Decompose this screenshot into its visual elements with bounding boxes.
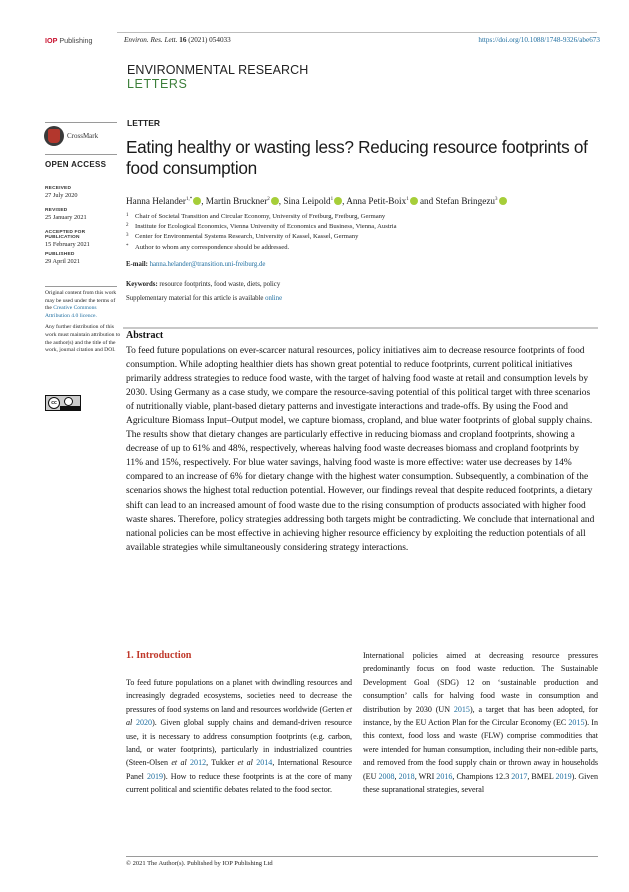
sidebar-rule xyxy=(45,122,117,123)
running-header xyxy=(45,36,600,48)
author-list: Hanna Helander$^{1,*}$ , Martin Bruckner$^2$ , Sina Leipold$^1$ , Anna Petit-Boix$^1$ and Stefan Bringezu$^3$ xyxy=(126,196,596,206)
italic-text: et al xyxy=(126,704,352,728)
abstract-rule xyxy=(123,327,598,329)
crossmark-button[interactable]: CrossMark xyxy=(44,126,124,148)
reference-link[interactable]: 2008 xyxy=(378,771,395,781)
italic-text: et al xyxy=(171,758,187,768)
affiliation-marker: 2 xyxy=(267,196,270,202)
author-name: Stefan Bringezu xyxy=(435,196,495,206)
body-column-right: International policies aimed at decreasing resource pressures predominantly focus on food waste reduction. The Sustainable Development Goal (SDG) 12 on ‘sustainable production and consumption’ calls for halving food waste in consumption and distribution by 2030 (UN 2015), a target that has been adopted, for instance, by the EU Action Plan for the Circular Economy (EC 2015). In this context, food loss and waste (FLW) comprise commodities that were intended for human consumption, including their non-edible parts, and removed from the food supply chain or thrown away in households (EU 2008, 2018, WRI 2016, Champions 12.3 2017, BMEL 2019). Given these supranational strategies, several xyxy=(363,651,599,795)
affiliation-marker: 1 xyxy=(406,196,409,202)
date-received: RECEIVED 27 July 2020 xyxy=(45,186,78,199)
publisher-logo: IOP Publishing xyxy=(45,36,93,45)
author-name: Anna Petit-Boix xyxy=(346,196,407,206)
date-published: PUBLISHED 29 April 2021 xyxy=(45,252,80,265)
reference-link[interactable]: 2015 xyxy=(453,704,470,714)
cc-icon: cc xyxy=(48,397,60,409)
orcid-icon[interactable] xyxy=(271,197,279,205)
affiliation: 1 Chair of Societal Transition and Circular Economy, University of Freiburg, Freiburg, Germany xyxy=(126,213,386,220)
attribution-icon xyxy=(64,397,73,406)
author-name: Hanna Helander xyxy=(126,196,186,206)
reference-link[interactable]: 2014 xyxy=(256,758,273,768)
affiliation: 2 Institute for Ecological Economics, Vienna University of Economics and Business, Vienna, Austria xyxy=(126,223,397,231)
cc-license-link[interactable]: Creative Commons Attribution 4.0 licence. xyxy=(45,305,97,319)
email-line: E-mail: hanna.helander@transition.uni-freiburg.de xyxy=(126,261,266,268)
body-column-left: To feed future populations on a planet with dwindling resources and increasingly degraded ecosystems, societies need to decrease the pressures of food systems on land and resources worldwide (Gerten et al 2020). Given global supply chains and demand-driven resource use, it is necessary to address consumption footprints (e.g. carbon, land, or water footprints), particularly in industrialized countries (Steen-Olsen et al 2012, Tukker et al 2014, International Resource Panel 2019). How to reduce these footprints is at the core of many current political and scientific debates related to the food sector. xyxy=(126,678,353,795)
header-rule xyxy=(117,32,597,33)
open-access-label: OPEN ACCESS xyxy=(45,160,107,169)
sidebar-rule xyxy=(45,154,117,155)
section-heading-introduction: 1. Introduction xyxy=(126,650,192,661)
crossmark-icon xyxy=(44,126,64,146)
copyright-footer: © 2021 The Author(s). Published by IOP Publishing Ltd xyxy=(126,860,273,867)
date-accepted: ACCEPTED FOR PUBLICATION 15 February 2021 xyxy=(45,230,90,248)
reference-link[interactable]: 2016 xyxy=(436,771,453,781)
reference-link[interactable]: 2017 xyxy=(511,771,528,781)
italic-text: et al xyxy=(237,758,253,768)
reference-link[interactable]: 2019 xyxy=(555,771,572,781)
reference-link[interactable]: 2015 xyxy=(568,718,585,728)
author-name: Sina Leipold xyxy=(283,196,331,206)
abstract-heading: Abstract xyxy=(126,330,164,341)
footer-rule xyxy=(126,856,598,857)
email-link[interactable]: hanna.helander@transition.uni-freiburg.de xyxy=(149,261,266,268)
abstract-text: To feed future populations on ever-scarcer natural resources, policy initiatives aim to decrease resource footprints of food consumption. While adopting healthier diets has shown great potential to reduce footprints, current political initiatives primarily address strategies to reduce food waste, with the target of halving food waste at retail and consumption levels by 2030. Using Germany as a case study, we compare the resource-saving potential of this political target with three scenarios of nutritionally viable, plant-based dietary patterns and investigate interactions and trade-offs. By using the Food and Agriculture Biomass Input–Output model, we capture biomass, cropland, and blue water footprints of global supply chains. The results show that dietary changes are particularly effective in reducing biomass and cropland footprints, showing a decrease of up to 61% and 48%, respectively, whereas halving food waste decreases biomass and cropland footprints by 11% and 15%, respectively. For blue water savings, halving food waste is more effective: water use decreases by 14% compared to an increase of 6% for dietary change with the highest water consumption. Subsequently, a combination of the scenarios shows the highest total reduction potential. However, our findings reveal that despite reduced footprints, a dietary shift can lead to an increased amount of food waste due to the rising consumption of products associated with higher food waste shares. Therefore, policy strategies addressing both targets might be contradicting. We conclude that international and national policies can be most effective in achieving higher resource efficiency by exploiting the reduction potentials of all available strategies while simultaneously considering strategy interactions. xyxy=(126,346,595,553)
by-bar xyxy=(60,406,80,410)
correspondence-note: * Author to whom any correspondence should be addressed. xyxy=(126,243,290,251)
reference-link[interactable]: 2019 xyxy=(146,771,164,781)
reference-link[interactable]: 2012 xyxy=(190,758,207,768)
article-title: Eating healthy or wasting less? Reducing resource footprints of food consumption xyxy=(126,137,588,178)
author-name: Martin Bruckner xyxy=(205,196,268,206)
affiliation-marker: 3 xyxy=(495,196,498,202)
license-notice: Original content from this work may be used under the terms of the Creative Commons Attribution 4.0 licence. Any further distribution of this work must maintain attribution to the author(s) and the title of the work, journal citation and DOI. xyxy=(45,290,121,354)
doi-link[interactable]: https://doi.org/10.1088/1748-9326/abe673 xyxy=(478,36,600,44)
supplementary-line: Supplementary material for this article is available online xyxy=(126,295,283,302)
date-revised: REVISED 25 January 2021 xyxy=(45,208,87,221)
article-type: LETTER xyxy=(127,118,161,128)
reference-link[interactable]: 2020 xyxy=(135,718,153,728)
reference-link[interactable]: 2018 xyxy=(398,771,415,781)
cc-by-badge[interactable] xyxy=(45,395,81,411)
affiliations xyxy=(126,211,596,252)
orcid-icon[interactable] xyxy=(334,197,342,205)
journal-name: ENVIRONMENTAL RESEARCH LETTERS xyxy=(127,63,309,91)
keywords-line: Keywords: resource footprints, food waste, diets, policy xyxy=(126,281,281,288)
orcid-icon[interactable] xyxy=(499,197,507,205)
orcid-icon[interactable] xyxy=(193,197,201,205)
affiliation-marker: 1 xyxy=(330,196,334,202)
sidebar-rule xyxy=(45,286,117,287)
orcid-icon[interactable] xyxy=(410,197,418,205)
citation: Environ. Res. Lett. 16 (2021) 054033 xyxy=(124,36,231,44)
affiliation-marker: 1,* xyxy=(185,196,193,202)
affiliation: 3 Center for Environmental Systems Research, University of Kassel, Kassel, Germany xyxy=(126,233,359,241)
supplementary-online-link[interactable]: online xyxy=(265,295,283,302)
